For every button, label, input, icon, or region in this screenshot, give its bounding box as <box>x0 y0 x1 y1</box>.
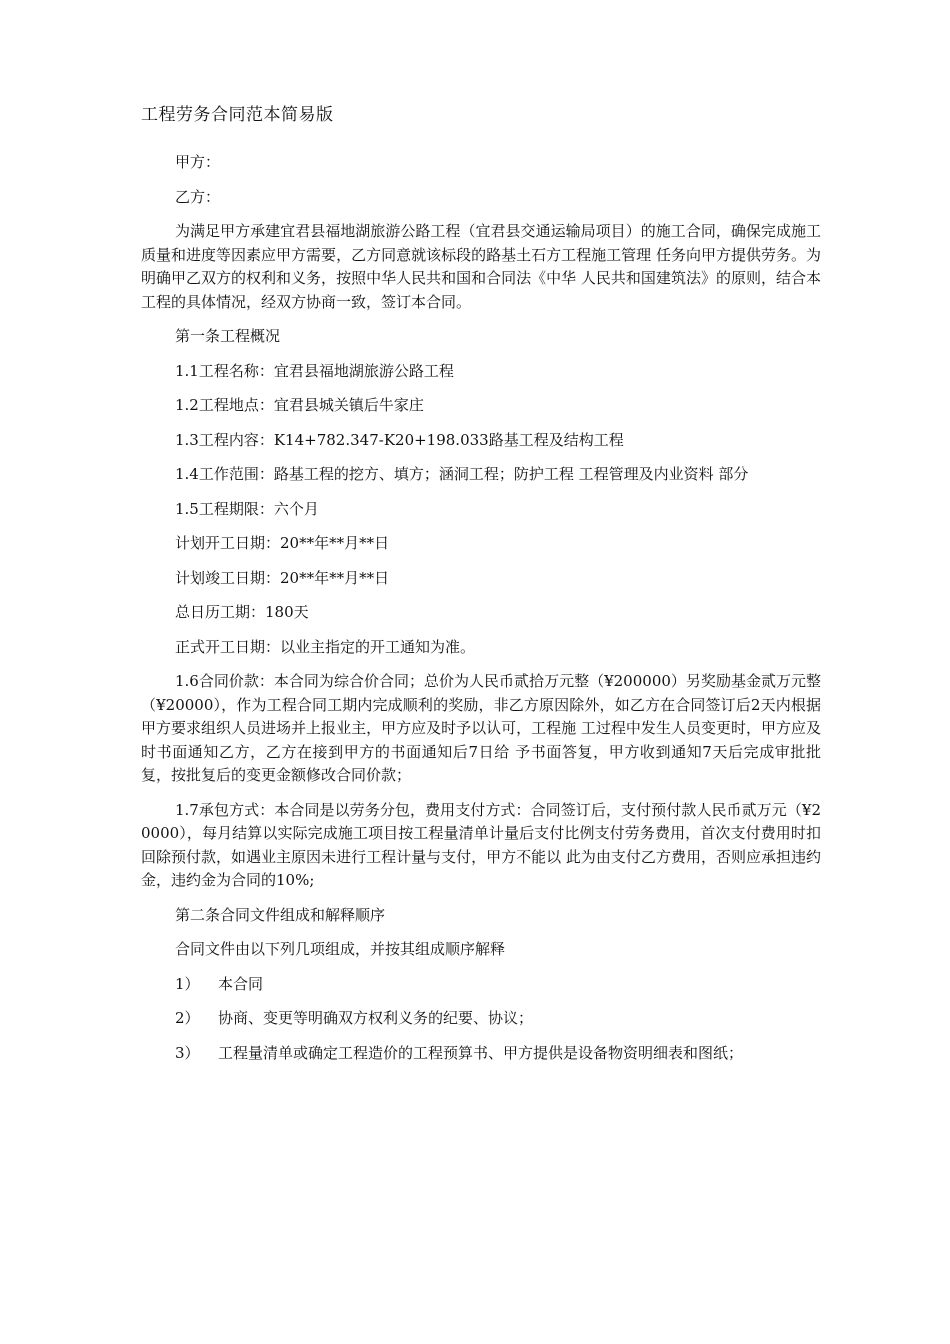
list-item <box>175 973 821 997</box>
planned-completion-date: 计划竣工日期：20**年**月**日 <box>175 568 390 587</box>
clause-1-7: 1.7承包方式：本合同是以劳务分包，费用支付方式：合同签订后，支付预付款人民币贰万元（¥20000），每月结算以实际完成施工项目按工程量清单计量后支付比例支付劳务费用，首次支付费用时扣回除预付款，如遇业主原因未进行工程计量与支付，甲方不能以 此为由支付乙方费用，否则应承担违约金，违约金为合同的10%; <box>141 800 821 889</box>
document-body <box>141 151 821 1076</box>
clause-1-1: 1.1工程名称：宜君县福地湖旅游公路工程 <box>175 361 454 380</box>
clause-1-2: 1.2工程地点：宜君县城关镇后牛家庄 <box>175 396 424 414</box>
documents-intro: 合同文件由以下列几项组成，并按其组成顺序解释 <box>175 940 506 958</box>
planned-start-date: 计划开工日期：20**年**月**日 <box>175 534 390 552</box>
clause-1-5: 1.5工程期限：六个月 <box>175 499 319 518</box>
party-b-line: 乙方： <box>175 187 221 206</box>
total-calendar-days: 总日历工期：180天 <box>175 603 309 621</box>
list-item <box>175 1042 821 1066</box>
list-item <box>175 1007 821 1031</box>
preamble-paragraph: 为满足甲方承建宜君县福地湖旅游公路工程（宜君县交通运输局项目）的施工合同，确保完成施工质量和进度等因素应甲方需要，乙方同意就该标段的路基土石方工程施工管理 任务向甲方提供劳务。为明确甲乙双方的权利和义务，按照中华人民共和国和合同法《中华 人民共和国建筑法》的原则，结合本工程的具体情况，经双方协商一致，签订本合同。 <box>141 222 821 311</box>
list-item-text: 工程量清单或确定工程造价的工程预算书、甲方提供是设备物资明细表和图纸； <box>218 1043 744 1062</box>
list-item-text: 本合同 <box>218 974 264 993</box>
clause-1-3: 1.3工程内容：K14+782.347-K20+198.033路基工程及结构工程 <box>175 430 624 449</box>
section-heading-2: 第二条合同文件组成和解释顺序 <box>175 905 386 924</box>
official-start-date: 正式开工日期：以业主指定的开工通知为准。 <box>175 637 476 656</box>
list-item-number: 2） <box>175 1009 200 1027</box>
clause-1-6: 1.6合同价款：本合同为综合价合同；总价为人民币贰拾万元整（¥200000）另奖励基金贰万元整（¥20000），作为工程合同工期内完成顺利的奖励，非乙方原因除外，如乙方在合同签订后2天内根据甲方要求组织人员进场并上报业主，甲方应及时予以认可，工程施 工过程中发生人员变更时，甲方应及时书面通知乙方，乙方在接到甲方的书面通知后7日给 予书面答复，甲方收到通知7天后完成审批批复，按批复后的变更金额修改合同价款； <box>141 672 821 784</box>
party-a-line: 甲方： <box>175 153 221 171</box>
clause-1-4: 1.4工作范围：路基工程的挖方、填方；涵洞工程；防护工程 工程管理及内业资料 部分 <box>175 465 749 483</box>
list-item-text: 协商、变更等明确双方权利义务的纪要、协议； <box>218 1009 534 1027</box>
document-title: 工程劳务合同范本简易版 <box>141 105 334 125</box>
list-item-number: 1） <box>175 974 200 993</box>
list-item-number: 3） <box>175 1043 200 1062</box>
section-heading-1: 第一条工程概况 <box>175 327 281 345</box>
